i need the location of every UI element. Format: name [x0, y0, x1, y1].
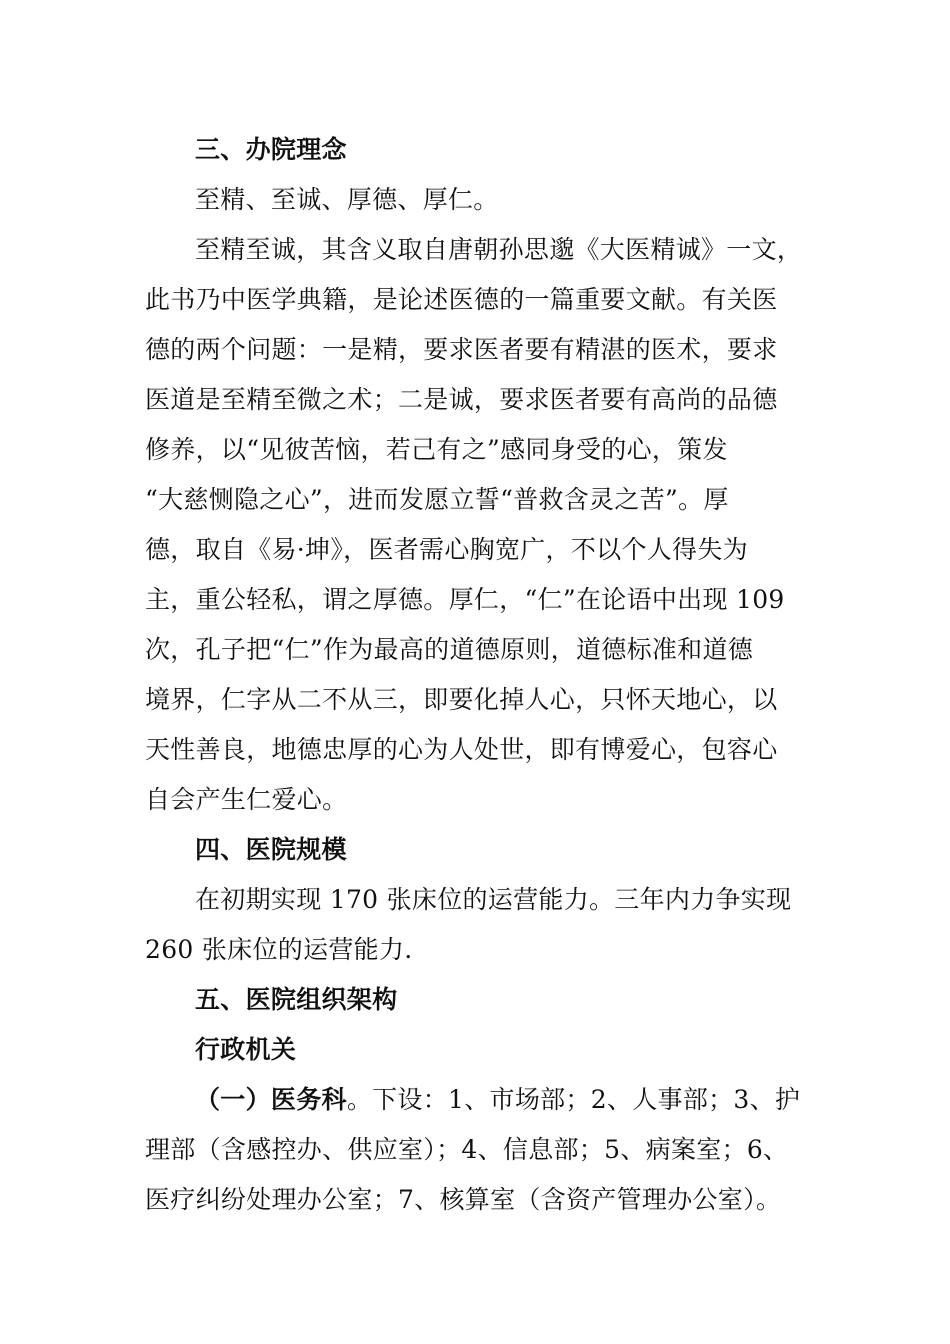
paragraph-line: 德的两个问题：一是精，要求医者要有精湛的医术，要求: [145, 335, 778, 364]
section-4-heading: 四、医院规模: [195, 835, 347, 864]
paragraph-line: 天性善良，地德忠厚的心为人处世，即有博爱心，包容心: [145, 735, 778, 764]
paragraph-line: 次，孔子把“仁”作为最高的道德原则，道德标准和道德: [145, 635, 754, 664]
section-5-subheading: 行政机关: [195, 1035, 297, 1064]
paragraph-line: 此书乃中医学典籍，是论述医德的一篇重要文献。有关医: [145, 285, 778, 314]
paragraph-line: 理部（含感控办、供应室）；4、信息部；5、病案室；6、: [145, 1135, 789, 1164]
paragraph-line: 德，取自《易·坤》，医者需心胸宽广，不以个人得失为: [145, 535, 748, 564]
paragraph-line: 境界，仁字从二不从三，即要化掉人心，只怀天地心，以: [145, 685, 778, 714]
paragraph-line: “大慈恻隐之心”，进而发愿立誓“普救含灵之苦”。厚: [145, 485, 729, 514]
section-3-motto: 至精、至诚、厚德、厚仁。: [195, 185, 499, 214]
section-5-heading: 五、医院组织架构: [195, 985, 398, 1014]
document-page: [145, 125, 810, 1225]
paragraph-line: 修养，以“见彼苦恼，若己有之”感同身受的心，策发: [145, 435, 728, 464]
paragraph-line: 医道是至精至微之术；二是诚，要求医者要有高尚的品德: [145, 385, 778, 414]
paragraph-line: 主，重公轻私，谓之厚德。厚仁，“仁”在论语中出现 109: [145, 585, 785, 614]
item-1-label: （一）医务科: [195, 1085, 347, 1114]
item-1-text: 。下设：1、市场部；2、人事部；3、护: [346, 1085, 801, 1114]
paragraph-line: 医疗纠纷处理办公室；7、核算室（含资产管理办公室）。: [145, 1185, 782, 1214]
paragraph-line: 在初期实现 170 张床位的运营能力。三年内力争实现: [195, 885, 792, 914]
item-1-line: [145, 1075, 810, 1125]
section-3-heading: 三、办院理念: [195, 135, 347, 164]
paragraph-line: 260 张床位的运营能力.: [145, 935, 413, 964]
paragraph-line: 至精至诚，其含义取自唐朝孙思邈《大医精诚》一文，: [195, 235, 803, 264]
paragraph-line: 自会产生仁爱心。: [145, 785, 348, 814]
